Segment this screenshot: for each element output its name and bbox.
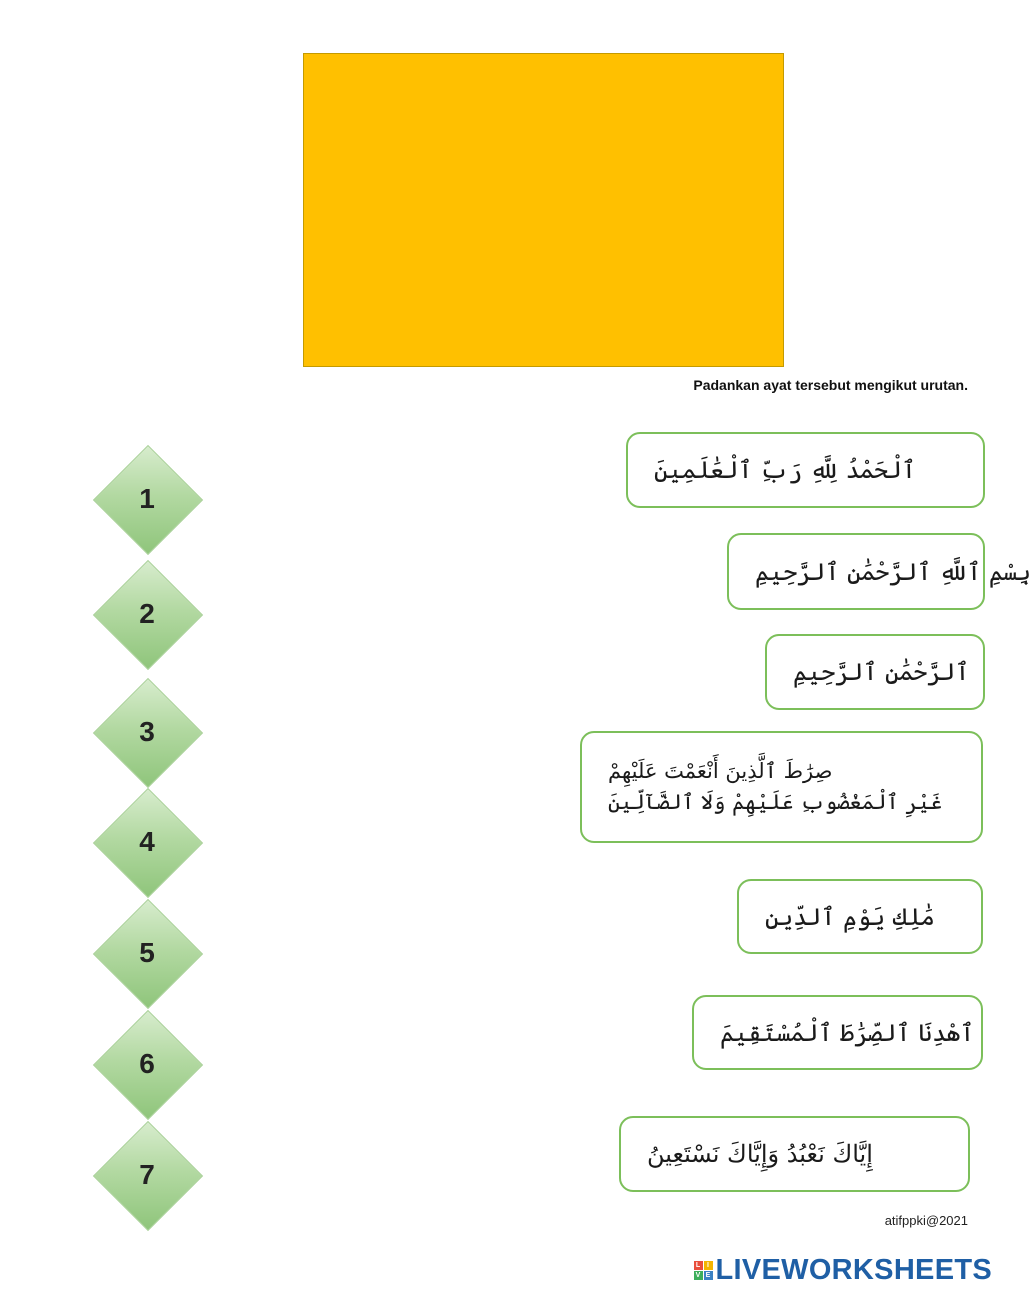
liveworksheets-logo[interactable] xyxy=(694,1254,993,1287)
diamond-number: 5 xyxy=(139,937,155,968)
verse-card-4[interactable] xyxy=(580,731,983,843)
diamond-number: 7 xyxy=(139,1159,155,1190)
number-diamond-7 xyxy=(93,1121,201,1229)
number-diamond-6 xyxy=(93,1010,201,1118)
instruction-text: Padankan ayat tersebut mengikut urutan. xyxy=(693,377,968,393)
logo-text: LIVEWORKSHEETS xyxy=(715,1254,992,1286)
verse-card-5[interactable] xyxy=(737,879,983,954)
logo-letter: L xyxy=(694,1261,703,1270)
logo-icon xyxy=(694,1261,713,1280)
diamond-number: 6 xyxy=(139,1048,155,1079)
verse-card-6[interactable] xyxy=(692,995,983,1070)
credit-text: atifppki@2021 xyxy=(884,1213,968,1228)
verse-card-1[interactable] xyxy=(626,432,985,508)
answer-drop-area[interactable] xyxy=(303,53,784,367)
number-diamond-4 xyxy=(93,788,201,896)
verse-card-3[interactable] xyxy=(765,634,985,710)
verse-line: إِيَّاكَ نَعْبُدُ وَإِيَّاكَ نَسْتَعِينُ xyxy=(647,1140,873,1168)
number-diamond-2 xyxy=(93,560,201,668)
logo-letter: V xyxy=(694,1271,703,1280)
number-diamond-3 xyxy=(93,678,201,786)
verse-line: غَيْرِ ٱلْمَغْضُوبِ عَلَيْهِمْ وَلَا ٱلضَّآلِّينَ xyxy=(608,790,943,814)
diamond-number: 1 xyxy=(139,483,155,514)
diamond-number: 2 xyxy=(139,598,155,629)
diamond-number: 3 xyxy=(139,716,155,747)
verse-line: ٱلرَّحْمَٰنِ ٱلرَّحِيمِ xyxy=(793,658,970,686)
number-diamond-1 xyxy=(93,445,201,553)
verse-line: صِرَٰطَ ٱلَّذِينَ أَنْعَمْتَ عَلَيْهِمْ xyxy=(608,758,833,783)
logo-letter: E xyxy=(704,1271,713,1280)
verse-line: ٱلْحَمْدُ لِلَّهِ رَبِّ ٱلْعَٰلَمِينَ xyxy=(654,456,916,484)
verse-line: مَٰلِكِ يَوْمِ ٱلدِّينِ xyxy=(765,902,935,931)
diamond-number: 4 xyxy=(139,826,155,857)
verse-card-2[interactable] xyxy=(727,533,1031,610)
verse-line: ٱهْدِنَا ٱلصِّرَٰطَ ٱلْمُسْتَقِيمَ xyxy=(720,1018,975,1047)
verse-card-7[interactable] xyxy=(619,1116,970,1192)
logo-letter: I xyxy=(704,1261,713,1270)
number-diamond-5 xyxy=(93,899,201,1007)
verse-line: بِسْمِ ٱللَّهِ ٱلرَّحْمَٰنِ ٱلرَّحِيمِ xyxy=(755,557,1031,586)
